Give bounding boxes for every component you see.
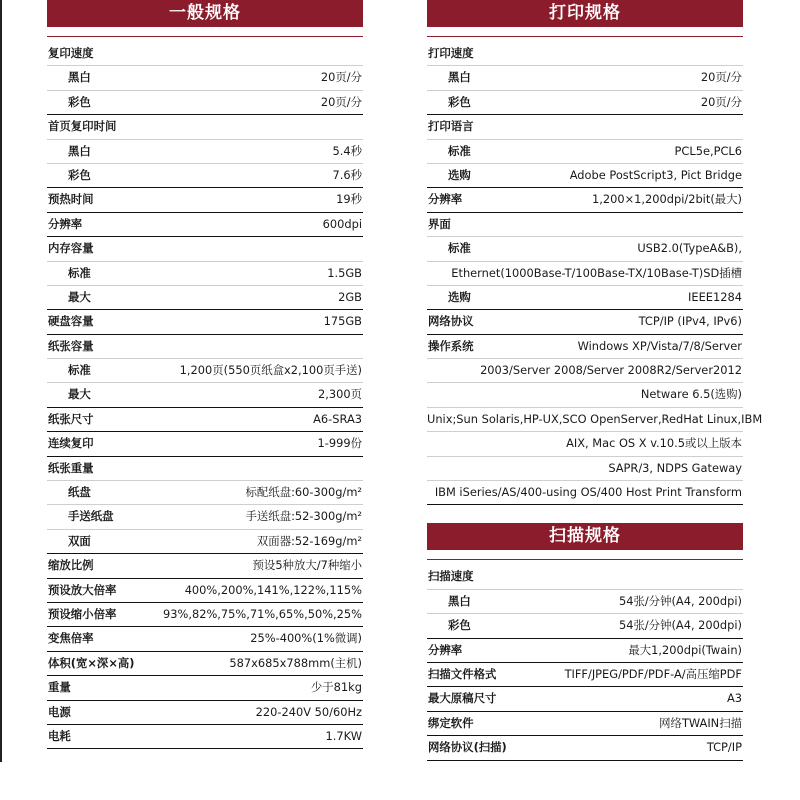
spec-label: 电源 (48, 704, 71, 719)
spec-row (427, 188, 743, 212)
spec-row (427, 687, 743, 711)
spec-label: 标准 (448, 241, 471, 256)
spec-value: 1,200页(550页纸盒x2,100页手送) (179, 363, 362, 378)
spec-label: 选购 (448, 167, 471, 182)
spec-label: 硬盘容量 (48, 314, 94, 329)
spec-value: 1,200×1,200dpi/2bit(最大) (591, 192, 742, 207)
spec-row (47, 627, 363, 651)
spec-row (427, 115, 743, 139)
spec-row (427, 481, 743, 505)
spec-row (47, 603, 363, 627)
spec-value: A6-SRA3 (313, 411, 362, 426)
spec-row (47, 310, 363, 334)
spec-value: 5.4秒 (332, 143, 362, 158)
spec-value: 2003/Server 2008/Server 2008R2/Server2012 (480, 363, 742, 378)
spec-label: 界面 (428, 216, 451, 231)
spec-value: 2,300页 (318, 387, 362, 402)
spec-row (47, 676, 363, 700)
scan-spec-section (427, 523, 743, 785)
spec-row (47, 262, 363, 286)
spec-label: 内存容量 (48, 241, 94, 256)
spec-label: 体积(宽×深×高) (48, 655, 135, 670)
spec-row (47, 554, 363, 578)
spec-row (427, 383, 743, 407)
spec-value: 双面器:52-169g/m² (256, 533, 362, 548)
spec-value: PCL5e,PCL6 (674, 143, 742, 158)
spec-value: 20页/分 (700, 94, 742, 109)
spec-value: 1.7KW (325, 728, 362, 743)
spec-label: 绑定软件 (428, 715, 474, 730)
spec-row (427, 91, 743, 115)
spec-label: 预设缩小倍率 (48, 606, 117, 621)
spec-value: 54张/分钟(A4, 200dpi) (618, 593, 742, 608)
spec-value: 7.6秒 (332, 167, 362, 182)
spec-label: 标准 (68, 265, 91, 280)
spec-value: 54张/分钟(A4, 200dpi) (618, 618, 742, 633)
spec-row (47, 213, 363, 237)
spec-label: 手送纸盘 (68, 509, 114, 524)
spec-label: 最大原稿尺寸 (428, 691, 497, 706)
spec-row (47, 66, 363, 90)
divider (47, 36, 363, 37)
spec-value: TCP/IP (706, 740, 742, 755)
spec-label: 纸张尺寸 (48, 411, 94, 426)
spec-row (47, 335, 363, 359)
spec-value: 20页/分 (320, 94, 362, 109)
spec-row (427, 164, 743, 188)
spec-row (47, 42, 363, 66)
spec-label: 最大 (68, 289, 91, 304)
spec-row (427, 639, 743, 663)
spec-row (427, 432, 743, 456)
spec-row (47, 408, 363, 432)
spec-label: 电耗 (48, 728, 71, 743)
spec-label: 变焦倍率 (48, 631, 94, 646)
print-spec-table (427, 42, 763, 505)
spec-label: 选购 (448, 289, 471, 304)
page-bottom-margin (0, 762, 800, 800)
spec-row (47, 91, 363, 115)
spec-value: 175GB (323, 314, 362, 329)
spec-value: 2GB (338, 289, 362, 304)
spec-row (427, 736, 743, 760)
spec-row (47, 457, 363, 481)
spec-value: 25%-400%(1%微调) (250, 631, 362, 646)
spec-label: 黑白 (68, 70, 91, 85)
spec-value: A3 (726, 691, 742, 706)
spec-label: 打印语言 (428, 119, 474, 134)
spec-value: IEEE1284 (688, 289, 742, 304)
spec-row (47, 725, 363, 749)
spec-row (427, 66, 743, 90)
spec-value: 网络TWAIN扫描 (659, 715, 742, 730)
spec-value: 220-240V 50/60Hz (255, 704, 362, 719)
spec-row (47, 481, 363, 505)
spec-value: 最大1,200dpi(Twain) (628, 642, 742, 657)
spec-label: 黑白 (448, 593, 471, 608)
spec-value: Adobe PostScript3, Pict Bridge (569, 167, 742, 182)
spec-label: 彩色 (448, 618, 471, 633)
spec-value: SAPR/3, NDPS Gateway (608, 460, 742, 475)
spec-label: 扫描速度 (428, 569, 474, 584)
spec-label: 双面 (68, 533, 91, 548)
spec-label: 标准 (448, 143, 471, 158)
spec-value: Ethernet(1000Base-T/100Base-TX/10Base-T)SD插槽 (451, 265, 742, 280)
spec-row (427, 614, 743, 638)
spec-row (47, 505, 363, 529)
spec-label: 重量 (48, 680, 71, 695)
spec-row (427, 712, 743, 736)
spec-row (427, 359, 743, 383)
spec-row (47, 164, 363, 188)
spec-label: 复印速度 (48, 46, 94, 60)
spec-label: 分辨率 (428, 192, 463, 207)
spec-value: 1-999份 (317, 436, 362, 451)
scan-spec-title: 扫描规格 (427, 523, 743, 550)
spec-row (47, 652, 363, 676)
spec-row (47, 701, 363, 725)
spec-row (427, 310, 743, 334)
spec-value: USB2.0(TypeA&B), (637, 241, 742, 256)
spec-label: 预热时间 (48, 192, 94, 207)
spec-label: 分辨率 (428, 642, 463, 657)
spec-row (47, 140, 363, 164)
spec-value: 标配纸盘:60-300g/m² (245, 485, 362, 500)
spec-row (427, 286, 743, 310)
spec-row (47, 432, 363, 456)
spec-row (47, 188, 363, 212)
spec-value: 400%,200%,141%,122%,115% (184, 582, 362, 597)
spec-row (427, 565, 743, 589)
spec-label: 彩色 (68, 167, 91, 182)
spec-value: TIFF/JPEG/PDF/PDF-A/高压缩PDF (564, 666, 742, 681)
spec-row (427, 237, 743, 261)
spec-value: 19秒 (336, 192, 362, 207)
spec-row (47, 115, 363, 139)
spec-label: 彩色 (68, 94, 91, 109)
spec-row (47, 383, 363, 407)
spec-label: 纸张容量 (48, 338, 94, 353)
spec-row (47, 286, 363, 310)
spec-row (427, 590, 743, 614)
spec-label: 纸张重量 (48, 460, 94, 475)
spec-value: IBM iSeries/AS/400-using OS/400 Host Print Transform (434, 485, 742, 500)
spec-value: 1.5GB (327, 265, 362, 280)
spec-row (47, 530, 363, 554)
divider (427, 559, 743, 560)
spec-value: Unix;Sun Solaris,HP-UX,SCO OpenServer,RedHat Linux,IBM (427, 411, 763, 426)
spec-label: 网络协议 (428, 314, 474, 329)
page-left-border (0, 0, 2, 762)
spec-label: 最大 (68, 387, 91, 402)
spec-row (427, 140, 743, 164)
spec-row (427, 663, 743, 687)
spec-value: 预设5种放大/7种缩小 (252, 558, 362, 573)
spec-value: AIX, Mac OS X v.10.5或以上版本 (566, 436, 742, 451)
print-spec-title: 打印规格 (427, 0, 743, 27)
spec-value: Windows XP/Vista/7/8/Server (577, 338, 742, 353)
spec-row (47, 359, 363, 383)
spec-row (427, 213, 743, 237)
spec-value: 587x685x788mm(主机) (229, 655, 362, 670)
spec-label: 首页复印时间 (48, 119, 117, 134)
spec-label: 黑白 (448, 70, 471, 85)
spec-label: 标准 (68, 363, 91, 378)
general-spec-table (47, 42, 363, 749)
spec-value: TCP/IP (IPv4, IPv6) (638, 314, 742, 329)
spec-value: 600dpi (322, 216, 362, 231)
spec-label: 网络协议(扫描) (428, 740, 507, 755)
spec-label: 扫描文件格式 (428, 666, 497, 681)
spec-row (427, 262, 743, 286)
spec-value: 20页/分 (700, 70, 742, 85)
scan-spec-table (427, 565, 743, 785)
spec-row (47, 237, 363, 261)
spec-label: 操作系统 (428, 338, 474, 353)
spec-value: Netware 6.5(选购) (640, 387, 742, 402)
spec-label: 彩色 (448, 94, 471, 109)
spec-row (47, 579, 363, 603)
spec-label: 黑白 (68, 143, 91, 158)
spec-value: 手送纸盘:52-300g/m² (245, 509, 362, 524)
spec-label: 打印速度 (428, 46, 474, 60)
spec-label: 预设放大倍率 (48, 582, 117, 597)
spec-value: 少于81kg (310, 680, 362, 695)
spec-label: 纸盘 (68, 485, 91, 500)
spec-label: 缩放比例 (48, 558, 94, 573)
print-spec-column (427, 0, 763, 785)
general-spec-title: 一般规格 (47, 0, 363, 27)
general-spec-column (47, 0, 363, 749)
spec-row (427, 42, 743, 66)
spec-value: 93%,82%,75%,71%,65%,50%,25% (163, 606, 362, 621)
divider (427, 36, 743, 37)
spec-label: 连续复印 (48, 436, 94, 451)
spec-row (427, 457, 743, 481)
spec-label: 分辨率 (48, 216, 83, 231)
spec-row (427, 335, 743, 359)
spec-row (427, 408, 763, 432)
spec-value: 20页/分 (320, 70, 362, 85)
